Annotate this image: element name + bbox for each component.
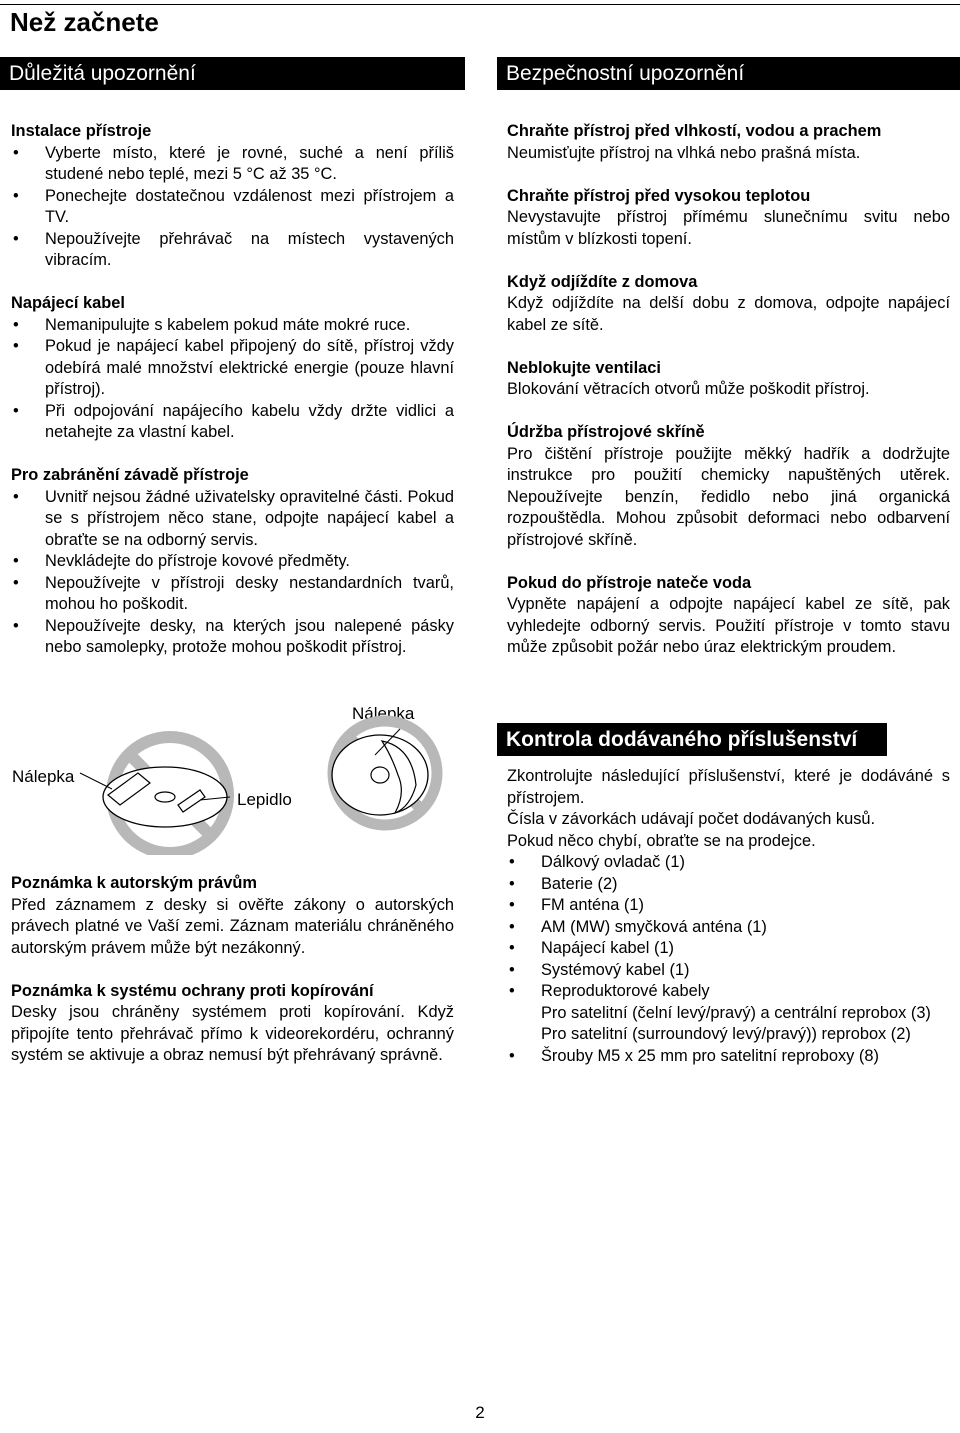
safety-text: Blokování větracích otvorů může poškodit přístroj. (507, 380, 870, 398)
list-item: • Ponechejte dostatečnou vzdálenost mezi přístrojem a TV. (11, 186, 454, 229)
install-list (11, 143, 454, 272)
safety-heading: Chraňte přístroj před vysokou teplotou (507, 186, 811, 205)
section-bar-safety: Bezpečnostní upozornění (497, 57, 960, 90)
copyright-section (11, 873, 454, 959)
safety-heading: Neblokujte ventilaci (507, 358, 661, 377)
safety-heading: Když odjíždíte z domova (507, 272, 698, 291)
prohibited-disc-tape-icon (80, 737, 230, 853)
safety-text: Pro čištění přístroje použijte měkký hadřík a dodržujte instrukce pro použití chemicky napuštěných utěrek. Nepoužívejte benzín, ředidlo nebo jiná organická rozpouštědla. Mohou způsobit deformaci nebo odbarvení přístrojové skříně. (507, 444, 950, 549)
copyprotect-section (11, 981, 454, 1067)
list-item: • Vyberte místo, které je rovné, suché a není příliš studené nebo teplé, mezi 5 °C až 35 °C. (11, 143, 454, 186)
copyright-heading: Poznámka k autorským právům (11, 874, 257, 892)
accessories-note: Pokud něco chybí, obraťte se na prodejce. (507, 831, 816, 850)
list-item: • Při odpojování napájecího kabelu vždy držte vidlici a netahejte za vlastní kabel. (11, 401, 454, 444)
prevent-list (11, 487, 454, 659)
top-rule (0, 4, 960, 5)
label-glue: Lepidlo (237, 790, 292, 809)
list-item: • Nepoužívejte v přístroji desky nestandardních tvarů, mohou ho poškodit. (11, 573, 454, 616)
accessories-note: Čísla v závorkách udávají počet dodávaných kusů. (507, 810, 876, 828)
list-item: • Šrouby M5 x 25 mm pro satelitní reproboxy (8) (507, 1046, 950, 1068)
section-bar-important: Důležitá upozornění (0, 57, 465, 90)
safety-text: Vypněte napájení a odpojte napájecí kabel ze sítě, pak vyhledejte odborný servis. Použití přístroje v tomto stavu může způsobit požár nebo úraz elektrickým proudem. (507, 595, 950, 656)
safety-heading: Chraňte přístroj před vlhkostí, vodou a prachem (507, 122, 882, 140)
safety-section (507, 121, 950, 164)
list-item: • Nepoužívejte desky, na kterých jsou nalepené pásky nebo samolepky, protože mohou poškodit přístroj. (11, 616, 454, 659)
page-title: Než začnete (10, 7, 159, 37)
install-heading: Instalace přístroje (11, 122, 152, 140)
cable-heading: Napájecí kabel (11, 294, 125, 312)
list-item: • Reproduktorové kabely (507, 981, 950, 1003)
list-item: • Dálkový ovladač (1) (507, 852, 950, 874)
safety-heading: Pokud do přístroje nateče voda (507, 573, 752, 592)
accessories-list (507, 852, 950, 1003)
speaker-cable-sub-item: Pro satelitní (čelní levý/pravý) a centrální reprobox (3) (541, 1003, 931, 1022)
safety-section (507, 358, 950, 401)
list-item: • Napájecí kabel (1) (507, 938, 950, 960)
disc-diagram (0, 695, 480, 855)
prohibited-disc-sticker-icon (332, 721, 437, 825)
safety-text: Když odjíždíte na delší dobu z domova, odpojte napájecí kabel ze sítě. (507, 294, 950, 334)
list-item: • FM anténa (1) (507, 895, 950, 917)
safety-text: Neumisťujte přístroj na vlhká nebo prašná místa. (507, 143, 861, 162)
safety-section (507, 186, 950, 251)
label-sticker-right: Nálepka (352, 704, 415, 723)
list-item: • Uvnitř nejsou žádné uživatelsky opravitelné části. Pokud se s přístrojem něco stane, odpojte napájecí kabel a obraťte se na odborný servis. (11, 487, 454, 552)
left-column-bottom (11, 873, 454, 1088)
accessories-list-end (507, 1046, 950, 1068)
copyprotect-text: Desky jsou chráněny systémem proti kopírování. Když připojíte tento přehrávač přímo k videorekordéru, ochranný systém se aktivuje a obraz nemusí být přehrávaný správně. (11, 1003, 454, 1064)
left-column-top (11, 121, 454, 680)
safety-heading: Údržba přístrojové skříně (507, 423, 705, 441)
list-item: • Baterie (2) (507, 874, 950, 896)
list-item: • Nemanipulujte s kabelem pokud máte mokré ruce. (11, 315, 454, 337)
copyright-text: Před záznamem z desky si ověřte zákony o autorských právech platné ve Vaší zemi. Záznam materiálu chráněného autorským právem může být nezákonný. (11, 895, 454, 957)
install-section (11, 121, 454, 272)
copyprotect-heading: Poznámka k systému ochrany proti kopírování (11, 981, 374, 1000)
list-item: • Nepoužívejte přehrávač na místech vystavených vibracím. (11, 229, 454, 272)
safety-text: Nevystavujte přístroj přímému slunečnímu svitu nebo místům v blízkosti topení. (507, 208, 950, 248)
cable-list (11, 315, 454, 444)
cable-section (11, 293, 454, 444)
prevent-heading: Pro zabránění závadě přístroje (11, 466, 249, 484)
label-sticker-left: Nálepka (12, 767, 75, 786)
list-item: • Pokud je napájecí kabel připojený do sítě, přístroj vždy odebírá malé množství elektrické energie (pouze hlavní přístroj). (11, 336, 454, 401)
safety-section (507, 573, 950, 659)
list-item: • AM (MW) smyčková anténa (1) (507, 917, 950, 939)
right-column-top (507, 121, 950, 680)
page-number: 2 (475, 1403, 485, 1422)
prevent-section (11, 465, 454, 659)
safety-section (507, 422, 950, 551)
safety-section (507, 272, 950, 337)
speaker-cable-sub-item: Pro satelitní (surroundový levý/pravý)) reprobox (2) (541, 1025, 911, 1043)
accessories-intro: Zkontrolujte následující příslušenství, které je dodáváné s přístrojem. (507, 767, 950, 807)
list-item: • Nevkládejte do přístroje kovové předměty. (11, 551, 454, 573)
prohibited-discs-illustration (0, 695, 480, 855)
section-bar-accessories: Kontrola dodávaného příslušenství (497, 723, 887, 756)
list-item: • Systémový kabel (1) (507, 960, 950, 982)
accessories-section (507, 766, 950, 1067)
